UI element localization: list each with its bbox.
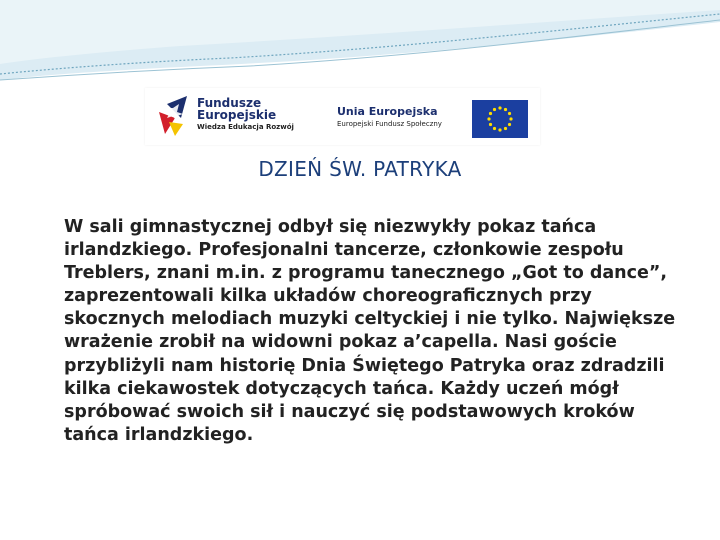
eu-funding-logo-banner bbox=[145, 88, 540, 145]
fundusze-europejskie-logo-text bbox=[197, 97, 294, 131]
fundusze-label: Fundusze bbox=[197, 96, 262, 110]
page-title: DZIEŃ ŚW. PATRYKA bbox=[258, 157, 462, 181]
program-name-label: Wiedza Edukacja Rozwój bbox=[197, 123, 294, 131]
decorative-wave-header bbox=[0, 0, 720, 90]
article-paragraph: W sali gimnastycznej odbył się niezwykły pokaz tańca irlandzkiego. Profesjonalni tancerze, członkowie zespołu Treblers, znani m.in. z programu tanecznego „Got to dance”, zaprezentowali kilka układów choreograficznych przy skocznych melodiach muzyki celtyckiej i nie tylko. Największe wrażenie zrobił na widowni pokaz a’capella. Nasi goście przybliżyli nam historię Dnia Świętego Patryka oraz zdradzili kilka ciekawostek dotyczących tańca. Każdy uczeń mógł spróbować swoich sił i nauczyć się podstawowych kroków tańca irlandzkiego. bbox=[64, 217, 676, 445]
fundusze-europejskie-logo-icon bbox=[153, 94, 193, 138]
eu-flag-icon bbox=[472, 100, 528, 138]
unia-europejska-label: Unia Europejska bbox=[337, 105, 438, 118]
efs-label: Europejski Fundusz Społeczny bbox=[337, 120, 442, 128]
europejskie-label: Europejskie bbox=[197, 108, 277, 122]
unia-europejska-logo-text bbox=[337, 106, 442, 128]
